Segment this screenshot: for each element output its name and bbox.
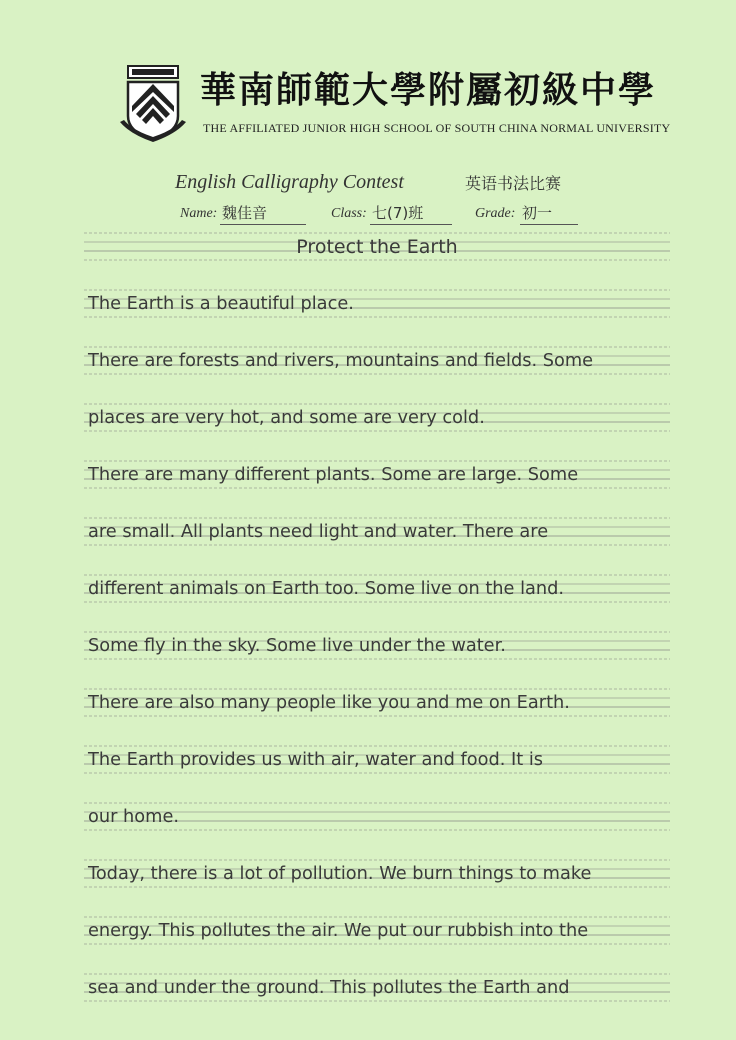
- essay-line: sea and under the ground. This pollutes the Earth and: [88, 977, 570, 998]
- grade-field: 初一: [520, 202, 578, 225]
- name-label: Name:: [180, 206, 218, 221]
- essay-line: places are very hot, and some are very cold.: [88, 407, 485, 428]
- contest-title-chinese: 英语书法比赛: [465, 174, 562, 193]
- essay-line: our home.: [88, 806, 180, 827]
- essay-line: are small. All plants need light and water. There are: [88, 521, 549, 542]
- essay-line: There are forests and rivers, mountains and fields. Some: [88, 350, 594, 371]
- school-name-chinese: 華南師範大學附屬初級中學: [200, 69, 657, 111]
- essay-line: The Earth provides us with air, water and food. It is: [88, 749, 544, 770]
- essay-line: There are also many people like you and me on Earth.: [88, 692, 570, 713]
- contest-title-english: English Calligraphy Contest: [175, 171, 404, 193]
- essay-title: Protect the Earth: [296, 236, 458, 258]
- essay-line: Today, there is a lot of pollution. We burn things to make: [88, 863, 592, 884]
- class-label: Class:: [331, 206, 367, 221]
- grade-label: Grade:: [475, 206, 516, 221]
- essay-line: Some fly in the sky. Some live under the water.: [88, 635, 506, 656]
- school-name-english: THE AFFILIATED JUNIOR HIGH SCHOOL OF SOUTH CHINA NORMAL UNIVERSITY: [203, 121, 671, 135]
- essay-line: energy. This pollutes the air. We put our rubbish into the: [88, 920, 589, 941]
- essay-line: different animals on Earth too. Some live on the land.: [88, 578, 565, 599]
- essay-line: There are many different plants. Some are large. Some: [88, 464, 579, 485]
- name-field: 魏佳音: [220, 202, 306, 225]
- class-field: 七(7)班: [370, 202, 452, 225]
- essay-line: The Earth is a beautiful place.: [88, 293, 354, 314]
